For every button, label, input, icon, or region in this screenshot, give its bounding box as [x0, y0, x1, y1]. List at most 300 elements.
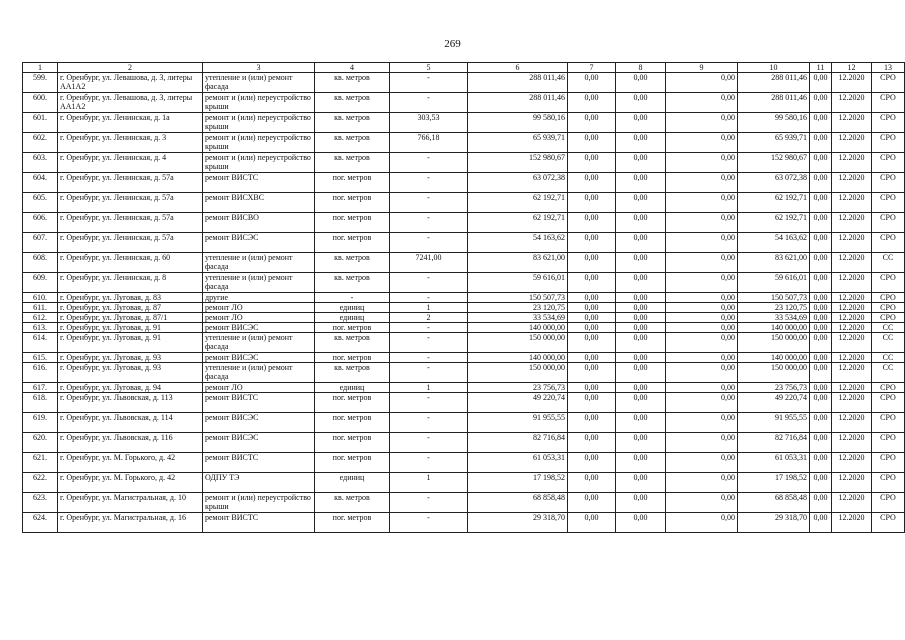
address-cell: г. Оренбург, ул. Львовская, д. 114: [58, 413, 203, 433]
quantity-cell: -: [390, 73, 468, 93]
fund-method-cell: СРО: [872, 453, 905, 473]
cost-col-8-cell: 0,00: [616, 193, 666, 213]
cost-col-7-cell: 0,00: [568, 313, 616, 323]
cost-col-8-cell: 0,00: [616, 363, 666, 383]
cost-col-10-cell: 62 192,71: [738, 213, 810, 233]
address-cell: г. Оренбург, ул. Левашова, д. 3, литеры АА1А2: [58, 93, 203, 113]
work-type-cell: ремонт и (или) переустройство крыши: [203, 93, 315, 113]
total-cost-cell: 150 000,00: [468, 333, 568, 353]
cost-col-7-cell: 0,00: [568, 113, 616, 133]
row-number-cell: 606.: [23, 213, 58, 233]
cost-col-10-cell: 140 000,00: [738, 353, 810, 363]
fund-method-cell: СРО: [872, 93, 905, 113]
address-cell: г. Оренбург, ул. Ленинская, д. 3: [58, 133, 203, 153]
quantity-cell: -: [390, 193, 468, 213]
total-cost-cell: 91 955,55: [468, 413, 568, 433]
cost-col-11-cell: 0,00: [810, 313, 832, 323]
quantity-cell: 2: [390, 313, 468, 323]
cost-col-8-cell: 0,00: [616, 213, 666, 233]
address-cell: г. Оренбург, ул. М. Горького, д. 42: [58, 473, 203, 493]
row-number-cell: 610.: [23, 293, 58, 303]
cost-col-8-cell: 0,00: [616, 93, 666, 113]
fund-method-cell: СРО: [872, 193, 905, 213]
cost-col-9-cell: 0,00: [666, 93, 738, 113]
cost-col-7-cell: 0,00: [568, 193, 616, 213]
cost-col-10-cell: 288 011,46: [738, 93, 810, 113]
cost-col-7-cell: 0,00: [568, 293, 616, 303]
cost-col-8-cell: 0,00: [616, 413, 666, 433]
table-row: [23, 363, 905, 383]
unit-cell: кв. метров: [315, 93, 390, 113]
cost-col-9-cell: 0,00: [666, 393, 738, 413]
table-row: [23, 213, 905, 233]
column-number-row: [23, 63, 905, 73]
table-row: [23, 133, 905, 153]
address-cell: г. Оренбург, ул. Ленинская, д. 57а: [58, 213, 203, 233]
work-type-cell: ремонт ВИСЭС: [203, 413, 315, 433]
address-cell: г. Оренбург, ул. Ленинская, д. 1а: [58, 113, 203, 133]
table-row: [23, 323, 905, 333]
fund-method-cell: СРО: [872, 133, 905, 153]
column-header: 11: [810, 63, 832, 73]
fund-method-cell: СРО: [872, 383, 905, 393]
cost-col-11-cell: 0,00: [810, 513, 832, 533]
completion-date-cell: 12.2020: [832, 323, 872, 333]
cost-col-11-cell: 0,00: [810, 233, 832, 253]
unit-cell: кв. метров: [315, 253, 390, 273]
quantity-cell: 1: [390, 383, 468, 393]
fund-method-cell: СРО: [872, 473, 905, 493]
cost-col-9-cell: 0,00: [666, 193, 738, 213]
completion-date-cell: 12.2020: [832, 93, 872, 113]
cost-col-10-cell: 152 980,67: [738, 153, 810, 173]
unit-cell: единиц: [315, 473, 390, 493]
cost-col-11-cell: 0,00: [810, 193, 832, 213]
work-type-cell: ремонт ВИСЭС: [203, 323, 315, 333]
row-number-cell: 603.: [23, 153, 58, 173]
completion-date-cell: 12.2020: [832, 113, 872, 133]
address-cell: г. Оренбург, ул. Луговая, д. 87: [58, 303, 203, 313]
column-header: 8: [616, 63, 666, 73]
unit-cell: кв. метров: [315, 133, 390, 153]
cost-col-11-cell: 0,00: [810, 363, 832, 383]
total-cost-cell: 288 011,46: [468, 73, 568, 93]
cost-col-10-cell: 140 000,00: [738, 323, 810, 333]
cost-col-11-cell: 0,00: [810, 393, 832, 413]
cost-col-8-cell: 0,00: [616, 303, 666, 313]
address-cell: г. Оренбург, ул. Луговая, д. 94: [58, 383, 203, 393]
address-cell: г. Оренбург, ул. Ленинская, д. 57а: [58, 233, 203, 253]
cost-col-11-cell: 0,00: [810, 433, 832, 453]
address-cell: г. Оренбург, ул. Луговая, д. 91: [58, 323, 203, 333]
cost-col-8-cell: 0,00: [616, 513, 666, 533]
row-number-cell: 619.: [23, 413, 58, 433]
total-cost-cell: 140 000,00: [468, 323, 568, 333]
cost-col-10-cell: 61 053,31: [738, 453, 810, 473]
address-cell: г. Оренбург, ул. Львовская, д. 113: [58, 393, 203, 413]
row-number-cell: 607.: [23, 233, 58, 253]
cost-col-7-cell: 0,00: [568, 473, 616, 493]
cost-col-8-cell: 0,00: [616, 153, 666, 173]
cost-col-8-cell: 0,00: [616, 333, 666, 353]
work-type-cell: ремонт ВИСТС: [203, 173, 315, 193]
fund-method-cell: СРО: [872, 213, 905, 233]
cost-col-7-cell: 0,00: [568, 153, 616, 173]
quantity-cell: -: [390, 233, 468, 253]
cost-col-8-cell: 0,00: [616, 383, 666, 393]
cost-col-11-cell: 0,00: [810, 453, 832, 473]
row-number-cell: 621.: [23, 453, 58, 473]
cost-col-8-cell: 0,00: [616, 73, 666, 93]
fund-method-cell: СС: [872, 333, 905, 353]
work-type-cell: ремонт ЛО: [203, 383, 315, 393]
cost-col-9-cell: 0,00: [666, 133, 738, 153]
cost-col-8-cell: 0,00: [616, 273, 666, 293]
work-type-cell: ремонт ВИСЭС: [203, 433, 315, 453]
cost-col-11-cell: 0,00: [810, 293, 832, 303]
address-cell: г. Оренбург, ул. М. Горького, д. 42: [58, 453, 203, 473]
quantity-cell: -: [390, 493, 468, 513]
unit-cell: пог. метров: [315, 353, 390, 363]
total-cost-cell: 49 220,74: [468, 393, 568, 413]
cost-col-10-cell: 150 000,00: [738, 363, 810, 383]
cost-col-8-cell: 0,00: [616, 353, 666, 363]
quantity-cell: 7241,00: [390, 253, 468, 273]
cost-col-11-cell: 0,00: [810, 493, 832, 513]
fund-method-cell: СРО: [872, 413, 905, 433]
completion-date-cell: 12.2020: [832, 233, 872, 253]
total-cost-cell: 65 939,71: [468, 133, 568, 153]
unit-cell: кв. метров: [315, 153, 390, 173]
cost-col-8-cell: 0,00: [616, 293, 666, 303]
total-cost-cell: 140 000,00: [468, 353, 568, 363]
cost-col-9-cell: 0,00: [666, 153, 738, 173]
cost-col-10-cell: 59 616,01: [738, 273, 810, 293]
column-header: 6: [468, 63, 568, 73]
fund-method-cell: СРО: [872, 273, 905, 293]
fund-method-cell: СРО: [872, 393, 905, 413]
quantity-cell: 766,18: [390, 133, 468, 153]
unit-cell: пог. метров: [315, 233, 390, 253]
completion-date-cell: 12.2020: [832, 253, 872, 273]
table-row: [23, 253, 905, 273]
total-cost-cell: 82 716,84: [468, 433, 568, 453]
column-header: 10: [738, 63, 810, 73]
completion-date-cell: 12.2020: [832, 303, 872, 313]
total-cost-cell: 63 072,38: [468, 173, 568, 193]
total-cost-cell: 33 534,69: [468, 313, 568, 323]
quantity-cell: -: [390, 353, 468, 363]
cost-col-7-cell: 0,00: [568, 213, 616, 233]
completion-date-cell: 12.2020: [832, 383, 872, 393]
cost-col-9-cell: 0,00: [666, 173, 738, 193]
cost-col-7-cell: 0,00: [568, 453, 616, 473]
cost-col-10-cell: 150 000,00: [738, 333, 810, 353]
cost-col-7-cell: 0,00: [568, 173, 616, 193]
unit-cell: пог. метров: [315, 513, 390, 533]
completion-date-cell: 12.2020: [832, 473, 872, 493]
total-cost-cell: 23 756,73: [468, 383, 568, 393]
cost-col-11-cell: 0,00: [810, 173, 832, 193]
work-type-cell: утепление и (или) ремонт фасада: [203, 73, 315, 93]
table-row: [23, 453, 905, 473]
table-row: [23, 293, 905, 303]
cost-col-9-cell: 0,00: [666, 363, 738, 383]
unit-cell: единиц: [315, 383, 390, 393]
address-cell: г. Оренбург, ул. Ленинская, д. 4: [58, 153, 203, 173]
unit-cell: кв. метров: [315, 73, 390, 93]
cost-col-11-cell: 0,00: [810, 213, 832, 233]
address-cell: г. Оренбург, ул. Луговая, д. 83: [58, 293, 203, 303]
total-cost-cell: 61 053,31: [468, 453, 568, 473]
cost-col-7-cell: 0,00: [568, 513, 616, 533]
cost-col-7-cell: 0,00: [568, 433, 616, 453]
work-type-cell: ремонт ВИСЭС: [203, 353, 315, 363]
completion-date-cell: 12.2020: [832, 353, 872, 363]
quantity-cell: -: [390, 273, 468, 293]
completion-date-cell: 12.2020: [832, 313, 872, 323]
address-cell: г. Оренбург, ул. Левашова, д. 3, литеры АА1А2: [58, 73, 203, 93]
cost-col-9-cell: 0,00: [666, 493, 738, 513]
table-row: [23, 73, 905, 93]
cost-col-10-cell: 23 120,75: [738, 303, 810, 313]
completion-date-cell: 12.2020: [832, 193, 872, 213]
work-type-cell: ремонт и (или) переустройство крыши: [203, 153, 315, 173]
cost-col-7-cell: 0,00: [568, 383, 616, 393]
cost-col-10-cell: 29 318,70: [738, 513, 810, 533]
completion-date-cell: 12.2020: [832, 293, 872, 303]
column-header: 2: [58, 63, 203, 73]
table-row: [23, 273, 905, 293]
cost-col-9-cell: 0,00: [666, 433, 738, 453]
unit-cell: единиц: [315, 313, 390, 323]
column-header: 1: [23, 63, 58, 73]
cost-col-9-cell: 0,00: [666, 383, 738, 393]
cost-col-10-cell: 33 534,69: [738, 313, 810, 323]
table-row: [23, 383, 905, 393]
completion-date-cell: 12.2020: [832, 133, 872, 153]
total-cost-cell: 62 192,71: [468, 213, 568, 233]
quantity-cell: -: [390, 333, 468, 353]
fund-method-cell: СРО: [872, 173, 905, 193]
cost-col-11-cell: 0,00: [810, 253, 832, 273]
fund-method-cell: СРО: [872, 513, 905, 533]
table-row: [23, 493, 905, 513]
unit-cell: кв. метров: [315, 113, 390, 133]
work-type-cell: ремонт ВИСТС: [203, 453, 315, 473]
row-number-cell: 611.: [23, 303, 58, 313]
column-header: 4: [315, 63, 390, 73]
row-number-cell: 602.: [23, 133, 58, 153]
column-header: 13: [872, 63, 905, 73]
cost-col-8-cell: 0,00: [616, 493, 666, 513]
completion-date-cell: 12.2020: [832, 333, 872, 353]
unit-cell: пог. метров: [315, 323, 390, 333]
cost-col-11-cell: 0,00: [810, 413, 832, 433]
row-number-cell: 600.: [23, 93, 58, 113]
work-type-cell: ремонт и (или) переустройство крыши: [203, 493, 315, 513]
cost-col-9-cell: 0,00: [666, 323, 738, 333]
total-cost-cell: 152 980,67: [468, 153, 568, 173]
cost-col-8-cell: 0,00: [616, 453, 666, 473]
completion-date-cell: 12.2020: [832, 513, 872, 533]
cost-col-9-cell: 0,00: [666, 73, 738, 93]
row-number-cell: 605.: [23, 193, 58, 213]
total-cost-cell: 54 163,62: [468, 233, 568, 253]
cost-col-11-cell: 0,00: [810, 383, 832, 393]
cost-col-8-cell: 0,00: [616, 393, 666, 413]
unit-cell: пог. метров: [315, 413, 390, 433]
cost-col-9-cell: 0,00: [666, 253, 738, 273]
row-number-cell: 613.: [23, 323, 58, 333]
cost-col-9-cell: 0,00: [666, 413, 738, 433]
unit-cell: кв. метров: [315, 333, 390, 353]
cost-col-10-cell: 49 220,74: [738, 393, 810, 413]
cost-col-11-cell: 0,00: [810, 73, 832, 93]
fund-method-cell: СС: [872, 253, 905, 273]
cost-col-11-cell: 0,00: [810, 303, 832, 313]
cost-col-9-cell: 0,00: [666, 313, 738, 323]
total-cost-cell: 17 198,52: [468, 473, 568, 493]
total-cost-cell: 68 858,48: [468, 493, 568, 513]
unit-cell: кв. метров: [315, 273, 390, 293]
table-row: [23, 153, 905, 173]
column-header: 9: [666, 63, 738, 73]
table-row: [23, 333, 905, 353]
fund-method-cell: СРО: [872, 433, 905, 453]
work-type-cell: ремонт ВИСТС: [203, 393, 315, 413]
cost-col-11-cell: 0,00: [810, 93, 832, 113]
total-cost-cell: 83 621,00: [468, 253, 568, 273]
completion-date-cell: 12.2020: [832, 363, 872, 383]
cost-col-9-cell: 0,00: [666, 473, 738, 493]
cost-col-9-cell: 0,00: [666, 293, 738, 303]
page-number: 269: [444, 38, 461, 50]
completion-date-cell: 12.2020: [832, 453, 872, 473]
table-row: [23, 233, 905, 253]
cost-col-11-cell: 0,00: [810, 133, 832, 153]
fund-method-cell: СРО: [872, 73, 905, 93]
table-row: [23, 93, 905, 113]
cost-col-7-cell: 0,00: [568, 133, 616, 153]
cost-col-9-cell: 0,00: [666, 213, 738, 233]
work-type-cell: утепление и (или) ремонт фасада: [203, 363, 315, 383]
quantity-cell: -: [390, 433, 468, 453]
cost-col-10-cell: 54 163,62: [738, 233, 810, 253]
unit-cell: кв. метров: [315, 363, 390, 383]
capital-repair-table: [22, 62, 905, 533]
cost-col-11-cell: 0,00: [810, 333, 832, 353]
work-type-cell: ремонт ВИСТС: [203, 513, 315, 533]
cost-col-10-cell: 23 756,73: [738, 383, 810, 393]
cost-col-9-cell: 0,00: [666, 333, 738, 353]
table-row: [23, 413, 905, 433]
table-row: [23, 473, 905, 493]
cost-col-11-cell: 0,00: [810, 473, 832, 493]
unit-cell: единиц: [315, 303, 390, 313]
completion-date-cell: 12.2020: [832, 493, 872, 513]
work-type-cell: ремонт ЛО: [203, 313, 315, 323]
quantity-cell: -: [390, 393, 468, 413]
cost-col-9-cell: 0,00: [666, 453, 738, 473]
unit-cell: пог. метров: [315, 453, 390, 473]
cost-col-10-cell: 150 507,73: [738, 293, 810, 303]
fund-method-cell: СРО: [872, 113, 905, 133]
column-header: 12: [832, 63, 872, 73]
address-cell: г. Оренбург, ул. Луговая, д. 93: [58, 353, 203, 363]
completion-date-cell: 12.2020: [832, 413, 872, 433]
cost-col-7-cell: 0,00: [568, 233, 616, 253]
fund-method-cell: СС: [872, 353, 905, 363]
cost-col-8-cell: 0,00: [616, 253, 666, 273]
work-type-cell: ремонт ВИСХВС: [203, 193, 315, 213]
row-number-cell: 601.: [23, 113, 58, 133]
address-cell: г. Оренбург, ул. Луговая, д. 87/1: [58, 313, 203, 323]
unit-cell: кв. метров: [315, 493, 390, 513]
address-cell: г. Оренбург, ул. Магистральная, д. 16: [58, 513, 203, 533]
quantity-cell: -: [390, 213, 468, 233]
row-number-cell: 614.: [23, 333, 58, 353]
cost-col-10-cell: 63 072,38: [738, 173, 810, 193]
total-cost-cell: 288 011,46: [468, 93, 568, 113]
cost-col-10-cell: 17 198,52: [738, 473, 810, 493]
row-number-cell: 609.: [23, 273, 58, 293]
cost-col-8-cell: 0,00: [616, 323, 666, 333]
address-cell: г. Оренбург, ул. Ленинская, д. 8: [58, 273, 203, 293]
work-type-cell: ОДПУ ТЭ: [203, 473, 315, 493]
cost-col-7-cell: 0,00: [568, 493, 616, 513]
work-type-cell: ремонт ВИСВО: [203, 213, 315, 233]
work-type-cell: другие: [203, 293, 315, 303]
cost-col-7-cell: 0,00: [568, 253, 616, 273]
address-cell: г. Оренбург, ул. Луговая, д. 91: [58, 333, 203, 353]
quantity-cell: 1: [390, 303, 468, 313]
address-cell: г. Оренбург, ул. Ленинская, д. 57а: [58, 173, 203, 193]
unit-cell: пог. метров: [315, 433, 390, 453]
quantity-cell: -: [390, 513, 468, 533]
cost-col-10-cell: 62 192,71: [738, 193, 810, 213]
total-cost-cell: 150 000,00: [468, 363, 568, 383]
completion-date-cell: 12.2020: [832, 393, 872, 413]
quantity-cell: -: [390, 453, 468, 473]
cost-col-7-cell: 0,00: [568, 393, 616, 413]
cost-col-10-cell: 68 858,48: [738, 493, 810, 513]
table-row: [23, 303, 905, 313]
fund-method-cell: СРО: [872, 293, 905, 303]
cost-col-8-cell: 0,00: [616, 133, 666, 153]
cost-col-10-cell: 91 955,55: [738, 413, 810, 433]
completion-date-cell: 12.2020: [832, 433, 872, 453]
cost-col-9-cell: 0,00: [666, 113, 738, 133]
work-type-cell: утепление и (или) ремонт фасада: [203, 333, 315, 353]
cost-col-9-cell: 0,00: [666, 513, 738, 533]
unit-cell: пог. метров: [315, 213, 390, 233]
cost-col-10-cell: 65 939,71: [738, 133, 810, 153]
cost-col-10-cell: 99 580,16: [738, 113, 810, 133]
completion-date-cell: 12.2020: [832, 213, 872, 233]
address-cell: г. Оренбург, ул. Львовская, д. 116: [58, 433, 203, 453]
cost-col-7-cell: 0,00: [568, 273, 616, 293]
row-number-cell: 615.: [23, 353, 58, 363]
row-number-cell: 620.: [23, 433, 58, 453]
unit-cell: пог. метров: [315, 173, 390, 193]
cost-col-11-cell: 0,00: [810, 273, 832, 293]
table-row: [23, 353, 905, 363]
unit-cell: -: [315, 293, 390, 303]
fund-method-cell: СС: [872, 323, 905, 333]
fund-method-cell: СРО: [872, 153, 905, 173]
total-cost-cell: 99 580,16: [468, 113, 568, 133]
